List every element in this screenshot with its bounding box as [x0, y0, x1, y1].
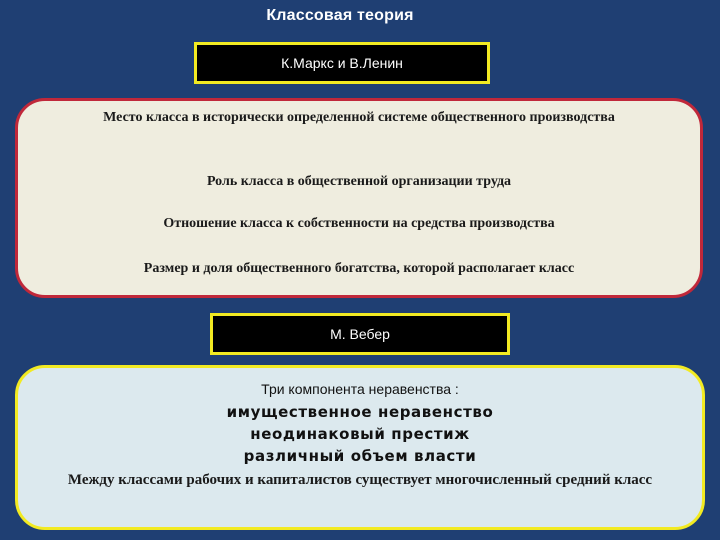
component-property: имущественное неравенство	[226, 403, 494, 421]
inequality-subheading: Три компонента неравенства :	[261, 381, 459, 397]
component-power: различный объем власти	[243, 447, 477, 465]
weber-components-panel	[15, 365, 705, 530]
marx-criteria-panel	[15, 98, 703, 298]
marx-lenin-header	[194, 42, 490, 84]
weber-header-label: М. Вебер	[330, 326, 390, 342]
middle-class-note: Между классами рабочих и капиталистов существует многочисленный средний класс	[67, 472, 653, 488]
slide-title: Классовая теория	[266, 7, 414, 24]
component-prestige: неодинаковый престиж	[250, 425, 470, 443]
criterion-place: Место класса в исторически определенной системе общественного производства	[103, 110, 615, 125]
criterion-ownership: Отношение класса к собственности на средства производства	[163, 216, 555, 231]
marx-lenin-header-label: К.Маркс и В.Ленин	[281, 55, 403, 71]
criterion-wealth: Размер и доля общественного богатства, которой располагает класс	[143, 261, 575, 276]
criterion-role: Роль класса в общественной организации труда	[206, 174, 512, 189]
weber-header	[210, 313, 510, 355]
